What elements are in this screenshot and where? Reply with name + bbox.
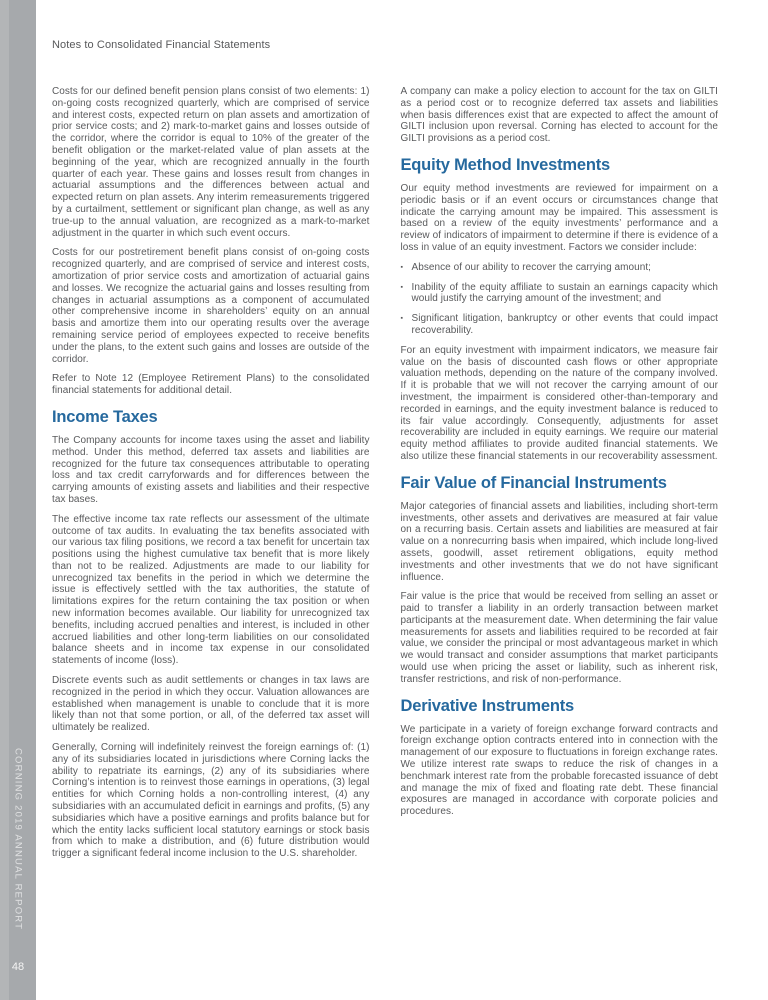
paragraph-pension-costs: Costs for our defined benefit pension plans consist of two elements: 1) on-going costs recognized quarterly, which are comprised of service and interest costs, expected return on plan assets and amortization of prior service costs; and 2) mark-to-market gains and losses outside of the corridor, where the corridor is equal to 10% of the greater of the benefit obligation or the market-related value of plan assets at the beginning of the year, which are recognized annually in the fourth quarter of each year. These gains and losses result from changes in actuarial assumptions and the differences between actual and expected return on plan assets. Any interim remeasurements triggered by a curtailment, settlement or significant plan change, as well as any true-up to the annual valuation, are recognized as a mark-to-market adjustment in the quarter in which such event occurs. <box>52 86 370 239</box>
list-item <box>401 282 719 306</box>
section-heading-fair-value: Fair Value of Financial Instruments <box>400 473 667 492</box>
spine-edge-strip <box>0 0 9 1000</box>
list-item <box>401 313 719 337</box>
list-item <box>401 262 719 274</box>
impairment-factors-list <box>401 262 719 337</box>
bullet-icon: ▪ <box>400 315 404 323</box>
document-header: Notes to Consolidated Financial Statements <box>52 39 271 51</box>
paragraph-effective-tax-rate: The effective income tax rate reflects our assessment of the ultimate outcome of tax audits. In evaluating the tax benefits associated with our various tax filing positions, we record a tax benefit for uncertain tax positions using the highest cumulative tax benefit that is more likely than not to be realized. Adjustments are made to our liability for unrecognized tax benefits in the period in which we determine the issue is effectively settled with the tax authorities, the statute of limitations expires for the return containing the tax position or when new information becomes available. Our liability for unrecognized tax benefits, including accrued penalties and interest, is included in other accrued liabilities and other long-term liabilities on our consolidated balance sheets and in income tax expense in our consolidated statements of income (loss). <box>52 513 370 667</box>
paragraph-postretirement-costs: Costs for our postretirement benefit plans consist of on-going costs recognized quarterly, and are comprised of service and interest costs, amortization of prior service costs and amortization of actuarial gains and losses. We recognize the actuarial gains and losses resulting from changes in actuarial assumptions as a component of accumulated other comprehensive income in shareholders’ equity on an annual basis and amortize them into our operating results over the average remaining service period of employees expected to receive benefits under the plans, to the extent such gains and losses are outside of the corridor. <box>52 247 370 365</box>
paragraph-income-tax-method: The Company accounts for income taxes using the asset and liability method. Under this method, deferred tax assets and liabilities are recognized for the future tax consequences attributable to operating loss and tax credit carryforwards and for differences between the carrying amounts of existing assets and liabilities and their respective tax bases. <box>52 434 370 505</box>
paragraph-note12-reference: Refer to Note 12 (Employee Retirement Plans) to the consolidated financial statements for additional detail. <box>52 373 370 397</box>
paragraph-discrete-events: Discrete events such as audit settlements or changes in tax laws are recognized in the period in which they occur. Valuation allowances are established when management is unable to conclude that it is more likely than not that some portion, or all, of the deferred tax asset will ultimately be realized. <box>52 675 370 734</box>
paragraph-foreign-earnings: Generally, Corning will indefinitely reinvest the foreign earnings of: (1) any of its subsidiaries located in jurisdictions where Corning lacks the ability to repatriate its earnings, (2) any of its subsidiaries where Corning’s intention is to reinvest those earnings in operations, (3) legal entities for which Corning holds a non-controlling interest, (4) any subsidiaries with an accumulated deficit in earnings and profits, (5) any subsidiaries which have a positive earnings and profits balance but for which the entity lacks sufficient local statutory earnings or stock basis from which to make a distribution, and (6) future distribution would trigger a significant federal income inclusion to the U.S. shareholder. <box>52 742 370 860</box>
section-heading-income-taxes: Income Taxes <box>52 407 158 426</box>
paragraph-fair-value-categories: Major categories of financial assets and liabilities, including short-term investments, other assets and derivatives are measured at fair value on a recurring basis. Certain assets and liabilities are measured at fair value on a nonrecurring basis when impaired, which include long-lived assets, goodwill, asset retirement obligations, equity method investments and other investments that we do not have significant influence. <box>400 500 718 583</box>
section-heading-equity-method-investments: Equity Method Investments <box>400 155 611 174</box>
section-heading-derivative-instruments: Derivative Instruments <box>400 696 574 715</box>
paragraph-gilti: A company can make a policy election to account for the tax on GILTI as a period cost or to recognize deferred tax assets and liabilities when basis differences exist that are expected to affect the amount of GILTI inclusion upon reversal. Corning has elected to account for the GILTI provisions as a period cost. <box>400 86 718 145</box>
paragraph-equity-fair-value-measure: For an equity investment with impairment indicators, we measure fair value on the basis of discounted cash flows or other appropriate valuation methods, depending on the nature of the company involved. If it is probable that we will not recover the carrying amount of our investment, the impairment is considered other-than-temporary and recorded in earnings, and the equity investment balance is reduced to its fair value accordingly. Consequently, adjustments for asset recoverability are included in equity earnings. We require our material equity method affiliates to provide audited financial statements. We also utilize these financial statements in our recoverability assessment. <box>400 344 718 462</box>
bullet-icon: ▪ <box>400 263 404 271</box>
paragraph-derivatives: We participate in a variety of foreign exchange forward contracts and foreign exchange option contracts entered into in connection with the management of our exposure to fluctuations in foreign exchange rates. We utilize interest rate swaps to reduce the risk of changes in a benchmark interest rate from the probable forecasted issuance of debt and manage the mix of fixed and floating rate debt. These financial exposures are managed in accordance with corporate policies and procedures. <box>400 723 718 818</box>
left-column <box>52 86 370 868</box>
bullet-icon: ▪ <box>400 283 404 291</box>
list-item-text: Absence of our ability to recover the carrying amount; <box>411 261 651 273</box>
list-item-text: Inability of the equity affiliate to sustain an earnings capacity which would justify the carrying amount of the investment; and <box>411 281 718 305</box>
paragraph-fair-value-definition: Fair value is the price that would be received from selling an asset or paid to transfer a liability in an orderly transaction between market participants at the measurement date. When determining the fair value measurements for assets and liabilities required to be recorded at fair value, we consider the principal or most advantageous market in which we would transact and consider assumptions that market participants would use when pricing the asset or liability, such as inherent risk, transfer restrictions, and risk of non-performance. <box>400 591 718 685</box>
two-column-body <box>52 86 718 868</box>
paragraph-equity-impairment-review: Our equity method investments are reviewed for impairment on a periodic basis or if an event occurs or circumstances change that indicate the carrying amount may be impaired. This assessment is based on a review of the equity investments’ performance and a review of indicators of impairment to determine if there is evidence of a loss in value of an equity investment. Factors we consider include: <box>400 182 718 253</box>
list-item-text: Significant litigation, bankruptcy or other events that could impact recoverability. <box>411 313 718 336</box>
right-column <box>401 86 719 868</box>
report-spine <box>0 0 36 1000</box>
page-number: 48 <box>11 961 25 973</box>
spine-vertical-label: CORNING 2019 ANNUAL REPORT <box>12 747 24 930</box>
